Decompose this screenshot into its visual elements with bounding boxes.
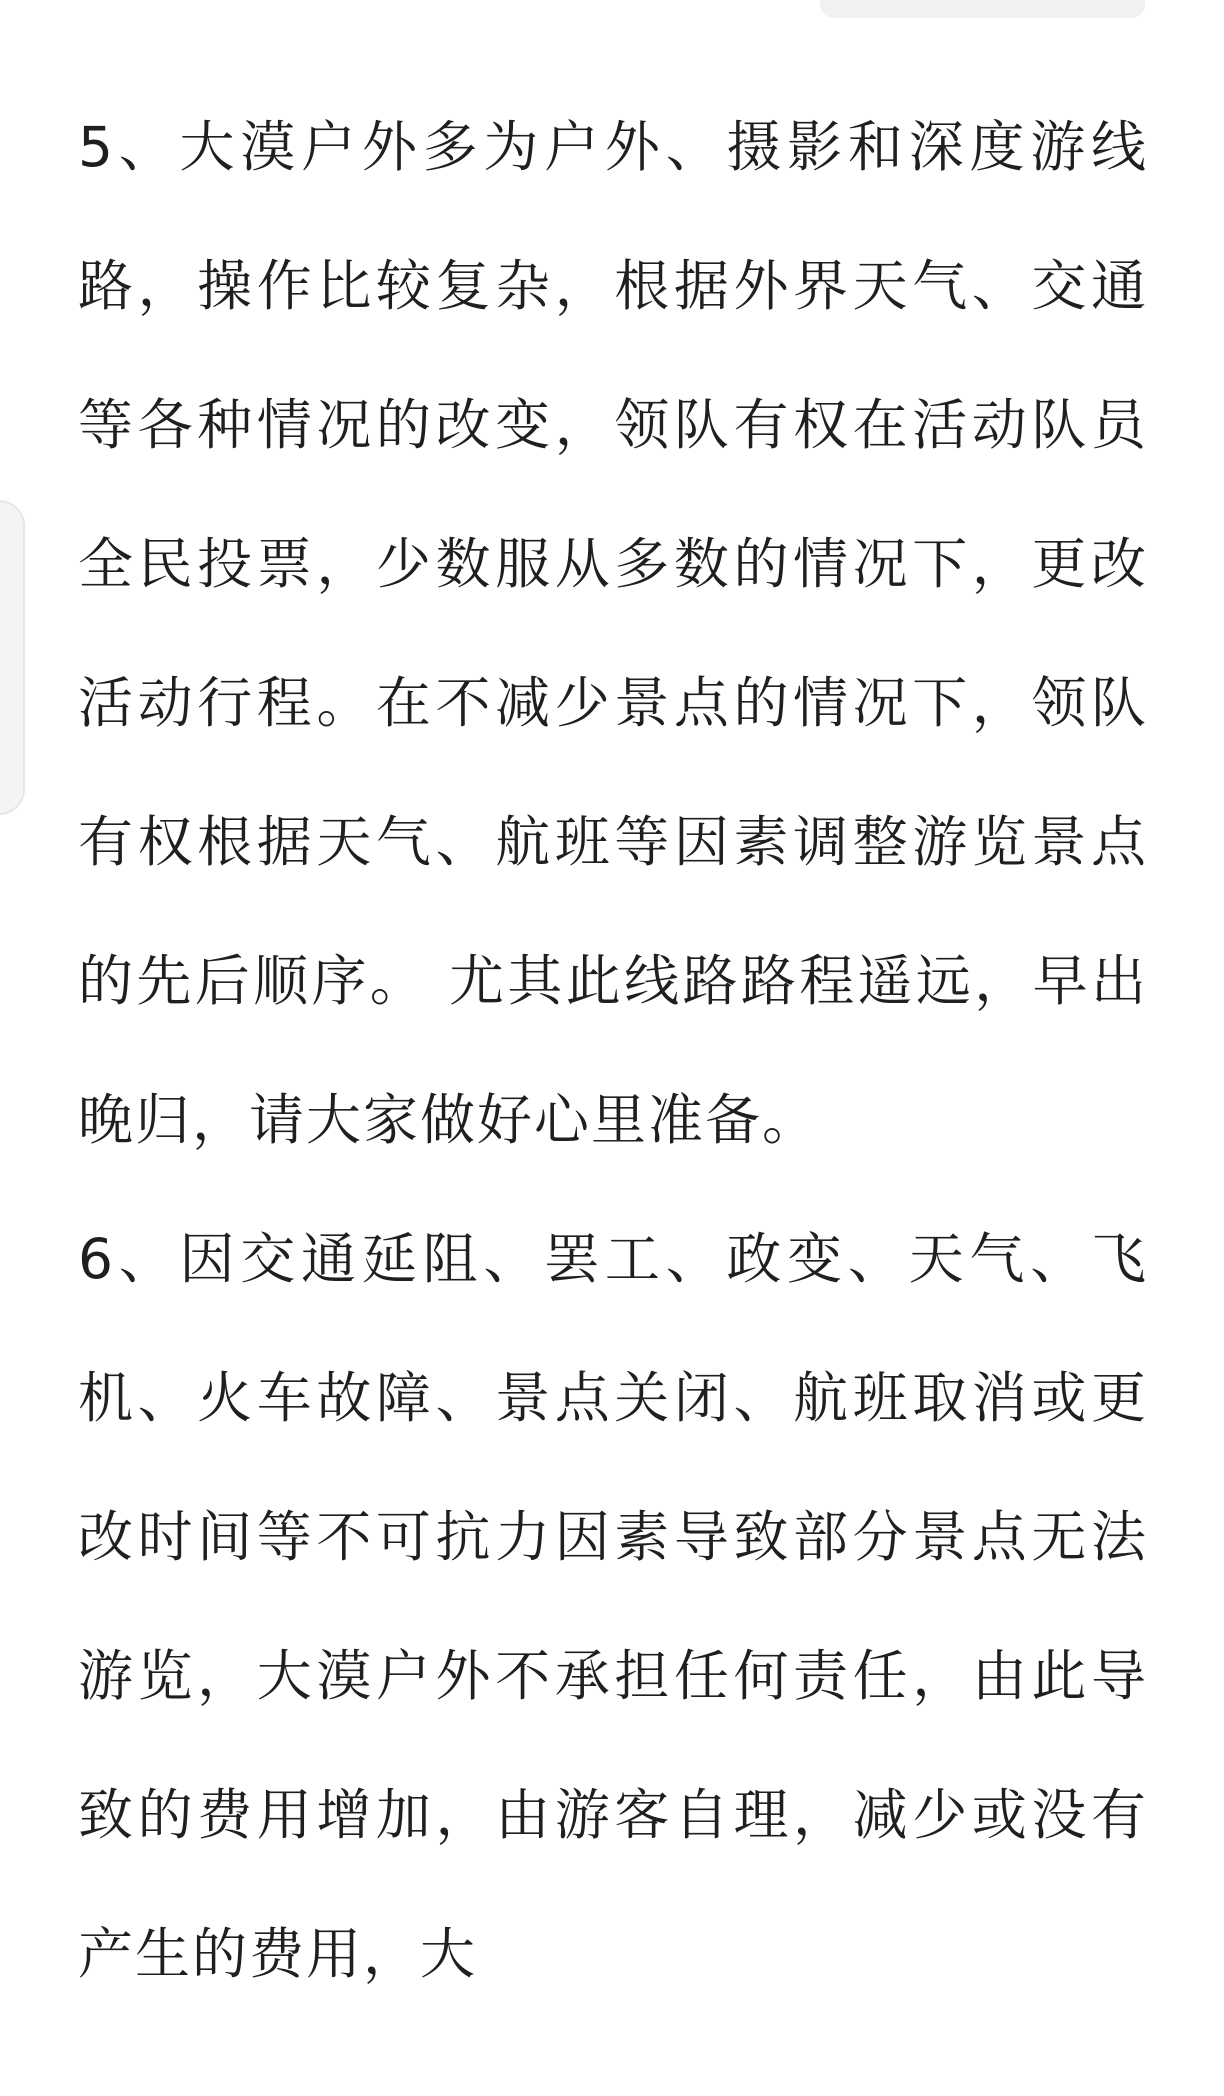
side-drawer-handle[interactable]: [0, 500, 25, 815]
article-body: [78, 78, 1148, 2024]
paragraph-6: 6、因交通延阻、罢工、政变、天气、飞机、火车故障、景点关闭、航班取消或更改时间等不可抗力因素导致部分景点无法游览，大漠户外不承担任何责任，由此导致的费用增加，由游客自理，减少或没有产生的费用，大: [78, 1227, 1148, 1986]
top-tab-bar: [820, 0, 1145, 18]
paragraph-5: 5、大漠户外多为户外、摄影和深度游线路，操作比较复杂，根据外界天气、交通等各种情况的改变，领队有权在活动队员全民投票，少数服从多数的情况下，更改活动行程。在不减少景点的情况下，领队有权根据天气、航班等因素调整游览景点的先后顺序。 尤其此线路路程遥远，早出晚归，请大家做好心里准备。: [78, 115, 1148, 1152]
